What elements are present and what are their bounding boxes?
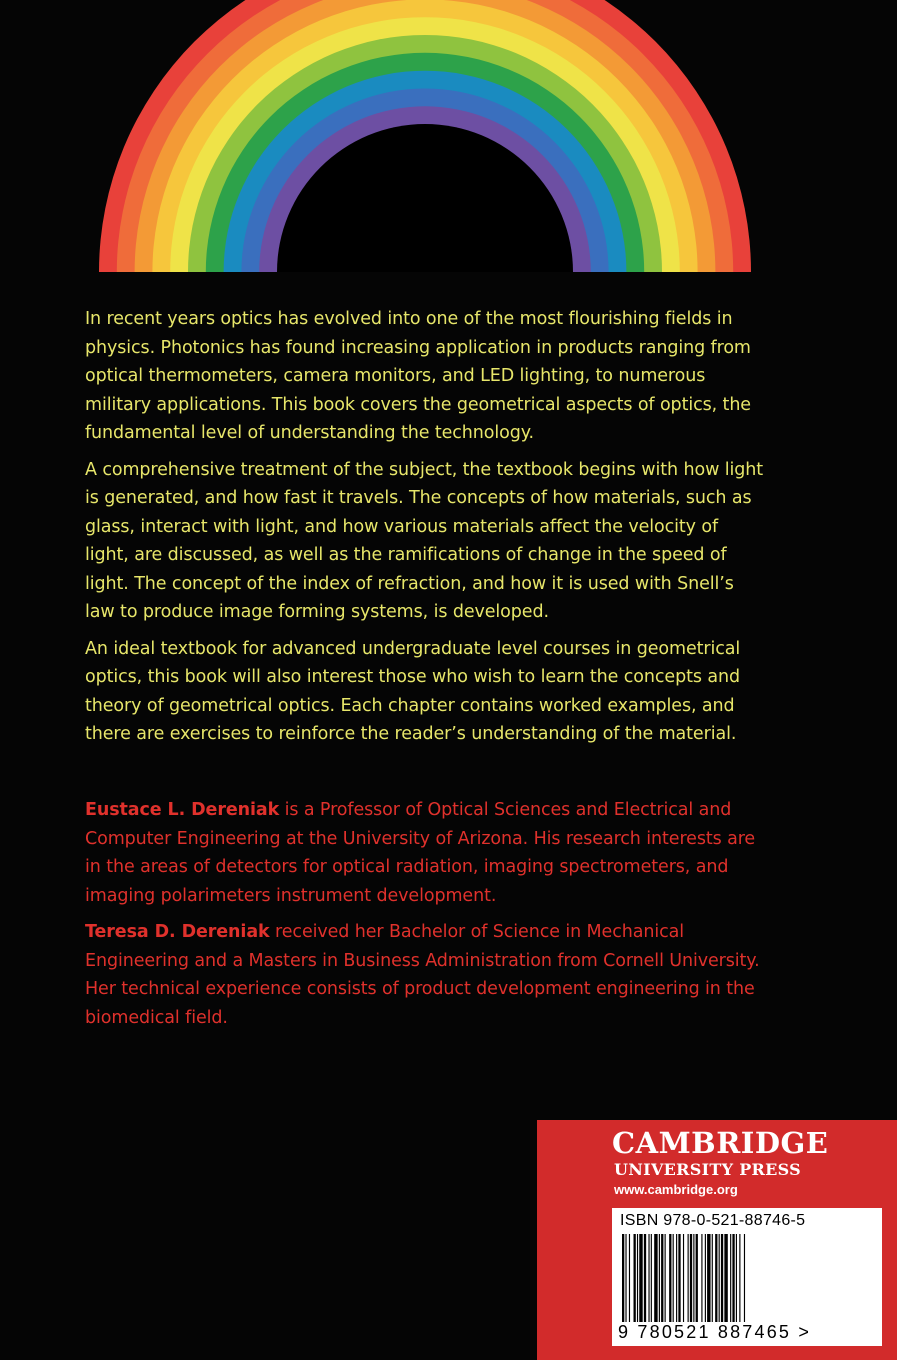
barcode-bar: [721, 1234, 723, 1322]
book-description: [85, 305, 765, 757]
barcode-digits: 9 780521 887465 >: [618, 1322, 812, 1342]
barcode-bar: [732, 1234, 734, 1322]
barcode-bar: [634, 1234, 636, 1322]
barcode-bar: [712, 1234, 713, 1322]
publisher-subtitle: UNIVERSITY PRESS: [614, 1160, 801, 1179]
barcode-bar: [705, 1234, 706, 1322]
barcode-bar: [659, 1234, 660, 1322]
barcode-bar: [644, 1234, 646, 1322]
author-text-1: is a Professor of Optical Sciences and Electrical and Computer Engineering at the University of Arizona. His research interests are in the areas of detectors for optical radiation, imaging spectrometers, and imaging polarimeters instrument development.: [85, 800, 756, 906]
barcode-bar: [673, 1234, 674, 1322]
barcode-bar: [744, 1234, 745, 1322]
barcode-bar: [676, 1234, 677, 1322]
barcode-bar: [696, 1234, 698, 1322]
barcode-bar: [690, 1234, 692, 1322]
barcode-box: [612, 1208, 882, 1346]
description-paragraph-3: An ideal textbook for advanced undergraduate level courses in geometrical optics, this book will also interest those who wish to learn the concepts and theory of geometrical optics. Each chapter contains worked examples, and there are exercises to reinforce the reader’s understanding of the material.: [85, 638, 741, 744]
barcode-bar: [629, 1234, 630, 1322]
barcode-bar: [654, 1234, 657, 1322]
barcode-bar: [719, 1234, 720, 1322]
barcode-bar: [707, 1234, 710, 1322]
barcode-bar: [625, 1234, 626, 1322]
barcode-bar: [661, 1234, 663, 1322]
barcode-bar: [622, 1234, 624, 1322]
barcode-bar: [678, 1234, 680, 1322]
barcode-bar: [648, 1234, 649, 1322]
author-bios: [85, 796, 775, 1040]
author-bio-2: [85, 918, 775, 1032]
barcode-bar: [701, 1234, 702, 1322]
barcode-bar: [739, 1234, 740, 1322]
barcode-bar: [669, 1234, 671, 1322]
barcode-bar: [665, 1234, 666, 1322]
author-name-1: Eustace L. Dereniak: [85, 800, 280, 820]
barcode-bar: [715, 1234, 717, 1322]
isbn-label: ISBN 978-0-521-88746-5: [620, 1212, 806, 1229]
description-paragraph-2: A comprehensive treatment of the subject, the textbook begins with how light is generated, and how fast it travels. The concepts of how materials, such as glass, interact with light, and how various materials affect the velocity of light, are discussed, as well as the ramifications of change in the speed of light. The concept of the index of refraction, and how it is used with Snell’s law to produce image forming systems, is developed.: [85, 459, 764, 622]
barcode-bar: [724, 1234, 727, 1322]
barcode-bar: [639, 1234, 642, 1322]
author-name-2: Teresa D. Dereniak: [85, 922, 270, 942]
barcode-bar: [693, 1234, 694, 1322]
barcode-bar: [736, 1234, 737, 1322]
publisher-panel: [537, 1120, 897, 1360]
barcode-bar: [637, 1234, 638, 1322]
barcode: [620, 1234, 872, 1322]
description-paragraph-1: In recent years optics has evolved into one of the most flourishing fields in physics. Photonics has found increasing application in products ranging from optical thermometers, camera monitors, and LED lighting, to numerous military applications. This book covers the geometrical aspects of optics, the fundamental level of understanding the technology.: [85, 309, 751, 443]
rainbow-illustration: [0, 0, 897, 280]
publisher-url: www.cambridge.org: [614, 1182, 738, 1197]
barcode-bar: [730, 1234, 731, 1322]
author-bio-1: [85, 796, 775, 910]
barcode-bar: [651, 1234, 652, 1322]
barcode-bar: [683, 1234, 684, 1322]
publisher-name: CAMBRIDGE: [612, 1126, 829, 1160]
author-text-2: received her Bachelor of Science in Mechanical Engineering and a Masters in Business Administration from Cornell University. Her technical experience consists of product development engineering in the biomedical field.: [85, 922, 760, 1028]
barcode-bar: [688, 1234, 689, 1322]
